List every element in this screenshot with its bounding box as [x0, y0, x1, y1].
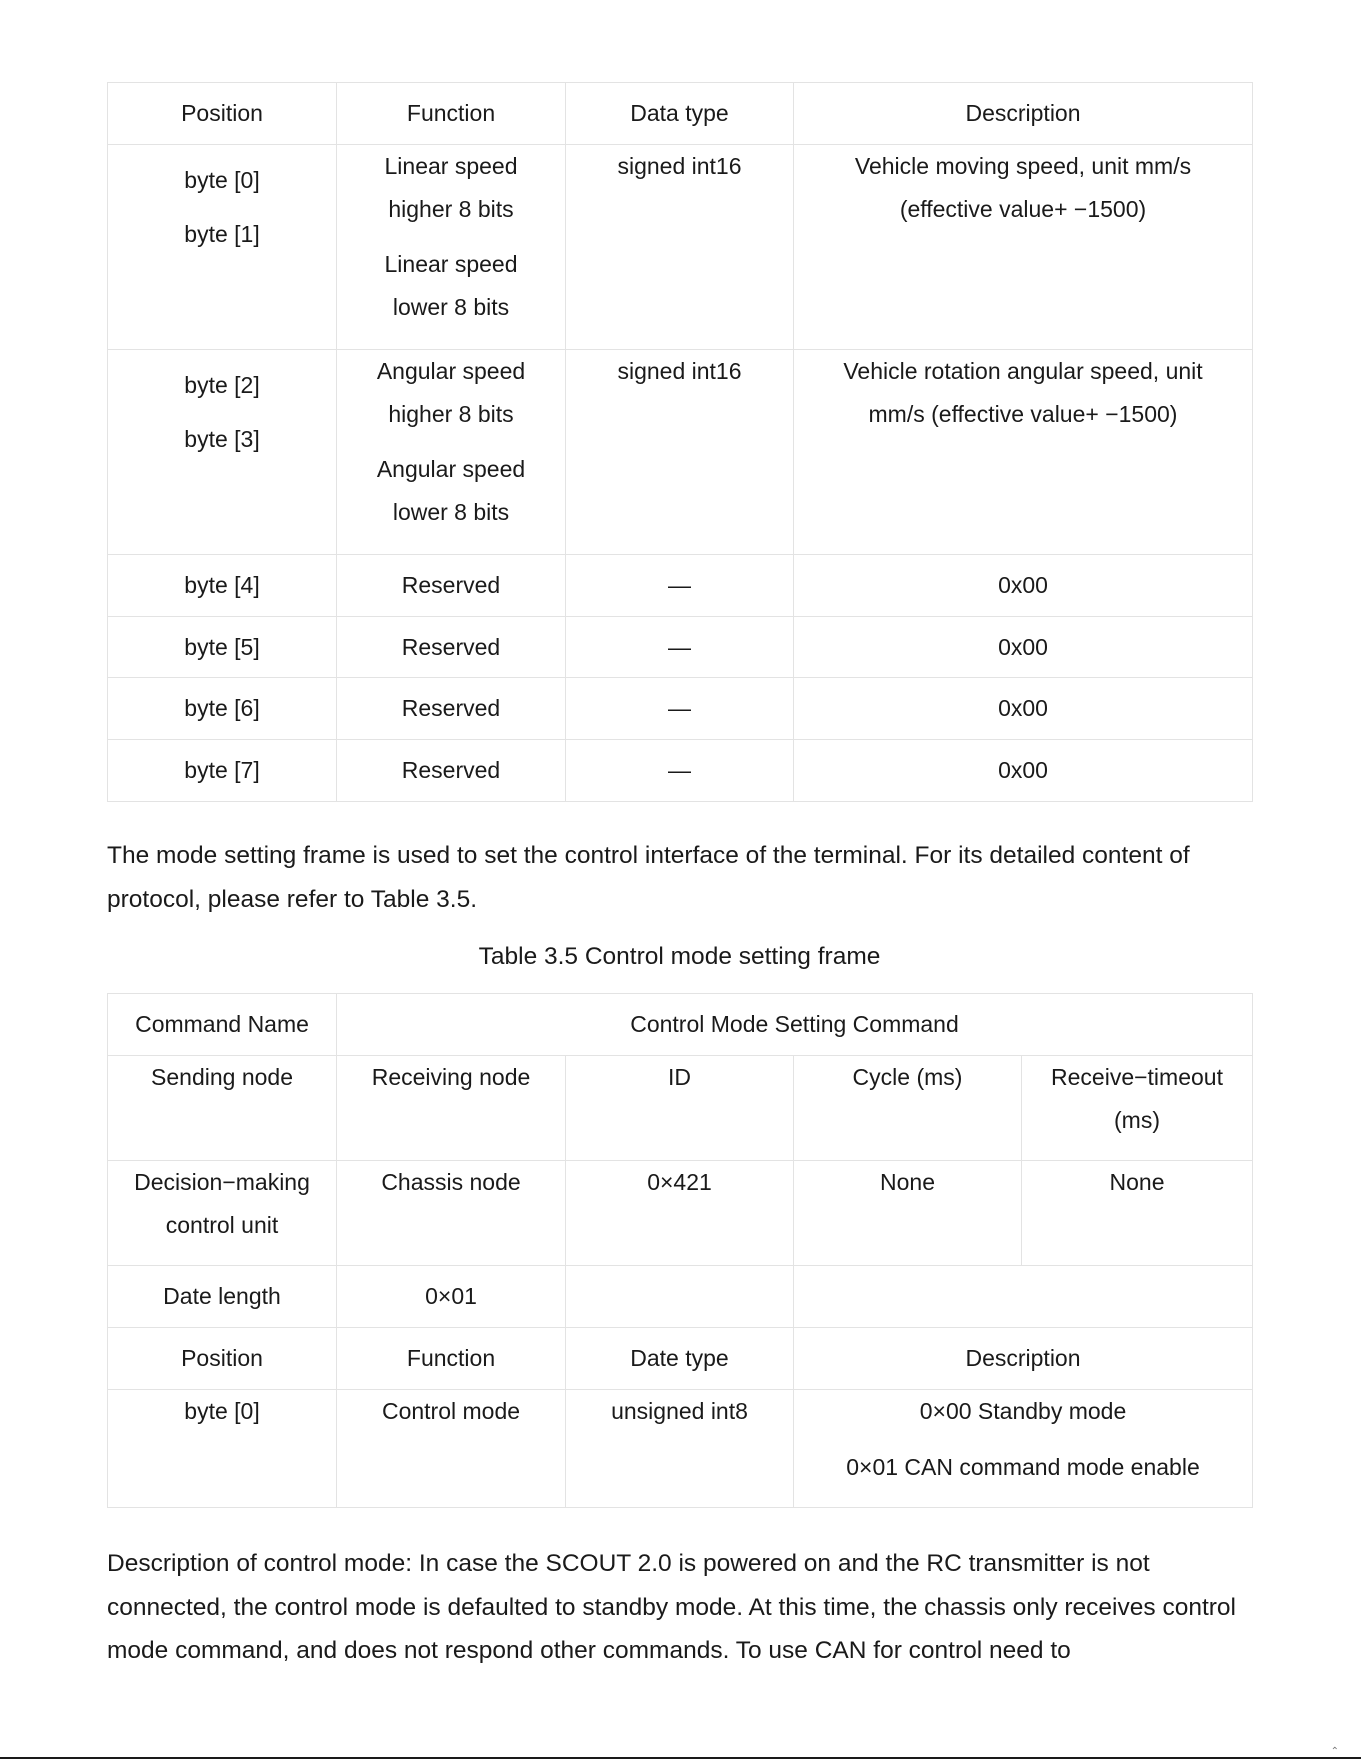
table-row — [108, 678, 1253, 740]
id-value: 0×421 — [566, 1161, 794, 1266]
table-row — [108, 617, 1253, 678]
function-cell: Reserved — [337, 678, 566, 740]
function-cell: Reserved — [337, 555, 566, 617]
field-header-row — [108, 1328, 1253, 1390]
header-position: Position — [108, 83, 337, 145]
empty-cell — [566, 1266, 794, 1328]
header-receiving-node: Receiving node — [337, 1056, 566, 1161]
position-cell: byte [5] — [108, 617, 337, 678]
table-row — [108, 1390, 1253, 1508]
data-type-cell: — — [566, 555, 794, 617]
header-sending-node: Sending node — [108, 1056, 337, 1161]
description-cell: Vehicle moving speed, unit mm/s (effective value+ −1500) — [794, 145, 1253, 350]
position-cell: byte [6] — [108, 678, 337, 740]
data-type-cell: — — [566, 678, 794, 740]
description-cell: 0×00 Standby mode 0×01 CAN command mode enable — [794, 1390, 1253, 1508]
length-label: Date length — [108, 1266, 337, 1328]
position-cell: byte [7] — [108, 740, 337, 802]
table-row — [108, 555, 1253, 617]
data-type-cell: — — [566, 617, 794, 678]
position-cell: byte [0] byte [1] — [108, 145, 337, 350]
table-row — [108, 350, 1253, 555]
cycle-value: None — [794, 1161, 1022, 1266]
position-cell: byte [0] — [108, 1390, 337, 1508]
header-function: Function — [337, 1328, 566, 1390]
receiving-node-value: Chassis node — [337, 1161, 566, 1266]
function-cell: Linear speed higher 8 bits Linear speed lower 8 bits — [337, 145, 566, 350]
table-caption: Table 3.5 Control mode setting frame — [478, 943, 881, 970]
description-cell: 0x00 — [794, 740, 1253, 802]
description-cell: 0x00 — [794, 617, 1253, 678]
data-type-cell: signed int16 — [566, 145, 794, 350]
control-mode-table — [107, 993, 1253, 1508]
node-value-row — [108, 1161, 1253, 1266]
position-cell: byte [2] byte [3] — [108, 350, 337, 555]
byte-layout-table — [107, 82, 1253, 802]
header-function: Function — [337, 83, 566, 145]
table-header-row — [108, 83, 1253, 145]
data-type-cell: signed int16 — [566, 350, 794, 555]
node-header-row — [108, 1056, 1253, 1161]
table-row — [108, 740, 1253, 802]
empty-cell — [794, 1266, 1253, 1328]
footer-rule — [0, 1757, 1361, 1759]
command-name-row — [108, 994, 1253, 1056]
data-type-cell: — — [566, 740, 794, 802]
function-cell: Reserved — [337, 617, 566, 678]
description-cell: 0x00 — [794, 555, 1253, 617]
header-description: Description — [794, 1328, 1253, 1390]
length-row — [108, 1266, 1253, 1328]
body-paragraph: Description of control mode: In case the SCOUT 2.0 is powered on and the RC transmitter is not connected, the control mode is defaulted to standby mode. At this time, the chassis only receives control mode command, and does not respond other commands. To use CAN for control need to — [107, 1550, 1236, 1664]
header-position: Position — [108, 1328, 337, 1390]
data-type-cell: unsigned int8 — [566, 1390, 794, 1508]
command-name-label: Command Name — [108, 994, 337, 1056]
receive-timeout-value: None — [1022, 1161, 1253, 1266]
header-receive-timeout: Receive−timeout (ms) — [1022, 1056, 1253, 1161]
description-cell: 0x00 — [794, 678, 1253, 740]
function-cell: Control mode — [337, 1390, 566, 1508]
header-cycle: Cycle (ms) — [794, 1056, 1022, 1161]
header-date-type: Date type — [566, 1328, 794, 1390]
header-data-type: Data type — [566, 83, 794, 145]
length-value: 0×01 — [337, 1266, 566, 1328]
function-cell: Angular speed higher 8 bits Angular speed lower 8 bits — [337, 350, 566, 555]
command-name-value: Control Mode Setting Command — [337, 994, 1253, 1056]
page-corner-mark: ⌃ — [1330, 1746, 1339, 1757]
header-description: Description — [794, 83, 1253, 145]
header-id: ID — [566, 1056, 794, 1161]
body-paragraph: The mode setting frame is used to set the control interface of the terminal. For its detailed content of protocol, please refer to Table 3.5. — [107, 842, 1190, 913]
description-cell: Vehicle rotation angular speed, unit mm/s (effective value+ −1500) — [794, 350, 1253, 555]
function-cell: Reserved — [337, 740, 566, 802]
table-row — [108, 145, 1253, 350]
sending-node-value: Decision−making control unit — [108, 1161, 337, 1266]
position-cell: byte [4] — [108, 555, 337, 617]
